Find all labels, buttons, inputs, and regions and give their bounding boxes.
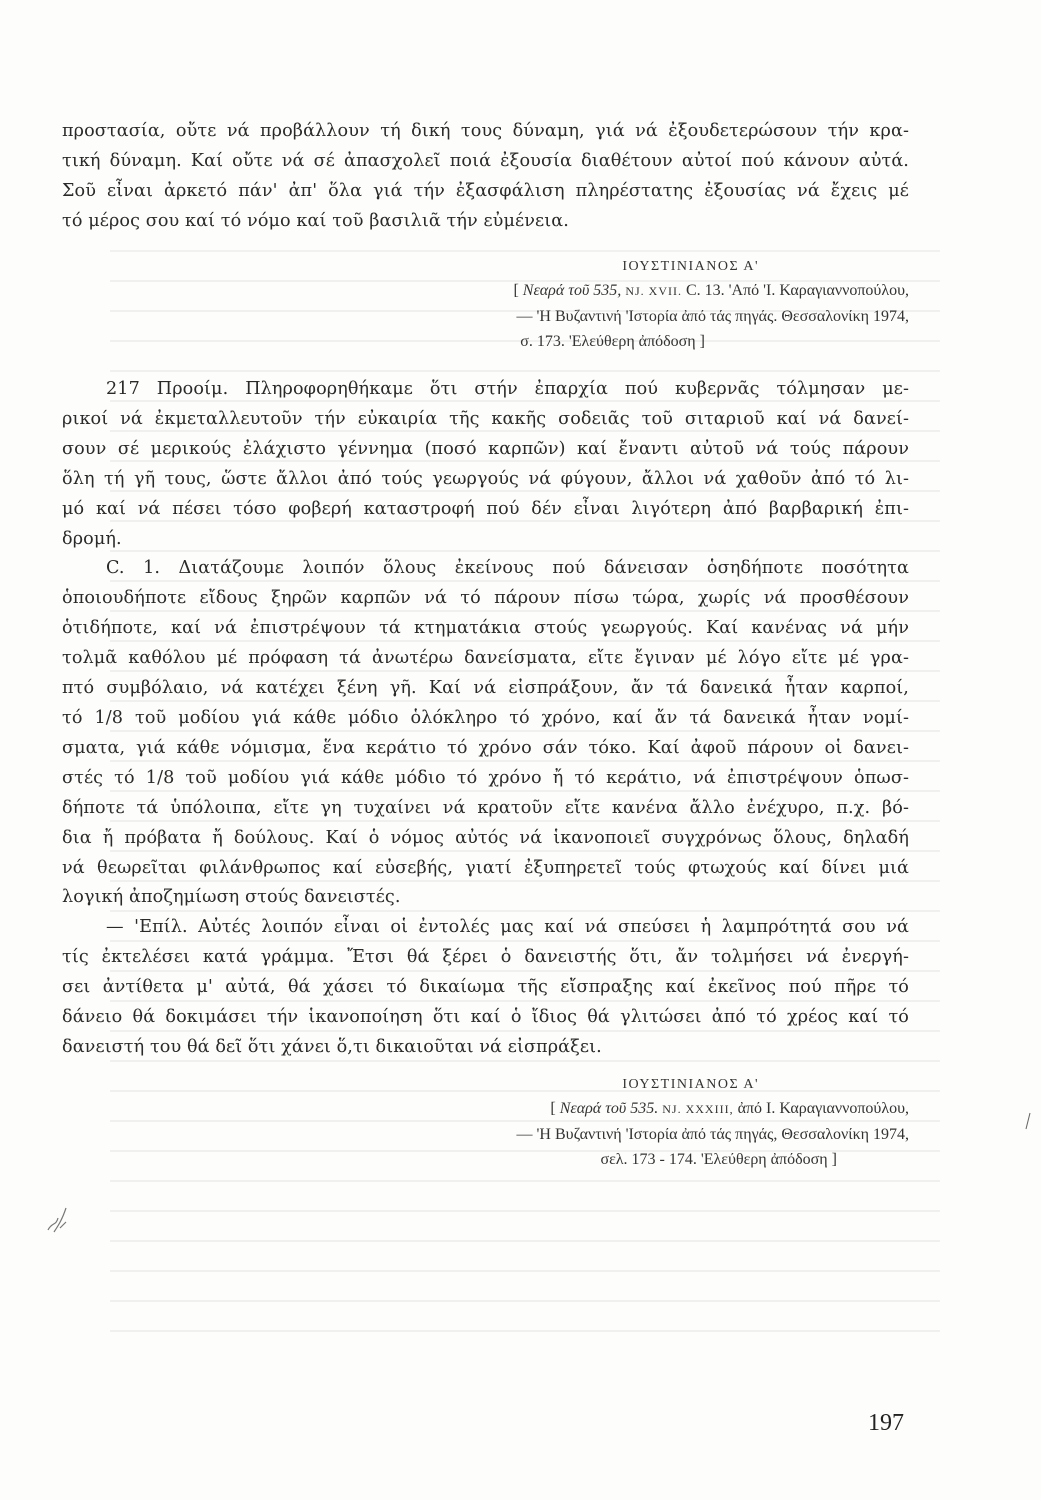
passage-1-line: τική δύναμη. Καί οὔτε νά σέ ἀπασχολεῖ ποιά ἐξουσία διαθέτουν αὐτοί πού κάνουν αὐτά. [62, 150, 909, 171]
citation-rest: C. 13. 'Από 'Ι. Καραγιαννοπούλου, [681, 282, 909, 299]
passage-2-line: δανειστή του θά δεῖ ὅτι χάνει ὅ,τι δικαιοῦται νά εἰσπράξει. [62, 1036, 602, 1057]
passage-2-line: λογική ἀποζημίωση στούς δανειστές. [62, 887, 401, 908]
passage-2-line: τολμᾶ καθόλου μέ πρόφαση τά ἀνωτέρω δανείσματα, εἴτε ἔγιναν μέ λόγο εἴτε μέ γρα- [62, 648, 909, 669]
citation-line-1 [62, 1096, 909, 1122]
page-number: 197 [868, 1410, 904, 1436]
passage-2-line: 217 Προοίμ. Πληροφορηθήκαμε ὅτι στήν ἐπαρχία πού κυβερνᾶς τόλμησαν με- [106, 379, 909, 399]
passage-2 [62, 375, 909, 1063]
passage-2-line: ὁποιουδήποτε εἴδους ξηρῶν καρπῶν νά τό πάρουν πίσω τώρα, χωρίς νά προσθέσουν [62, 588, 909, 609]
author-name: ΙΟΥΣΤΙΝΙΑΝΟΣ Α' [622, 259, 759, 274]
citation-line-3: σ. 173. 'Ελεύθερη ἀπόδοση ] [520, 333, 705, 350]
passage-2-line: δια ἤ πρόβατα ἤ δούλους. Καί ὁ νόμος αὐτός νά ἱκανοποιεῖ συγχρόνως ὅλους, δηλαδή [62, 827, 909, 848]
citation-open-bracket: [ [550, 1100, 560, 1117]
passage-2-line: C. 1. Διατάζουμε λοιπόν ὅλους ἐκείνους πού δάνεισαν ὁσηδήποτε ποσότητα [106, 558, 909, 579]
margin-tick-mark [1024, 1112, 1032, 1130]
citation-source: Νεαρά τοῦ 535. [559, 1100, 659, 1117]
passage-1-line: προστασία, οὔτε νά προβάλλουν τή δική τους δύναμη, γιά νά ἐξουδετερώσουν τήν κρα- [62, 121, 909, 141]
passage-2-line: δρομή. [62, 528, 122, 549]
passage-2-line: πτό συμβόλαιο, νά κατέχει ξένη γῆ. Καί νά εἰσπράξουν, ἄν τά δανεικά ἦταν καρποί, [62, 678, 909, 699]
passage-2-line: τό 1/8 τοῦ μοδίου γιά κάθε μόδιο ὁλόκληρο τό χρόνο, καί ἄν τά δανεικά ἦταν νομί- [62, 707, 909, 728]
citation-line-2: — 'Η Βυζαντινή 'Ιστορία ἀπό τάς πηγάς, Θεσσαλονίκη 1974, [516, 1126, 909, 1143]
passage-2-line: νά θεωρεῖται φιλάνθρωπος καί εὐσεβής, γιατί ἐξυπηρετεῖ τούς φτωχούς καί δίνει μιά [62, 857, 909, 878]
passage-2-line: — 'Επίλ. Αὐτές λοιπόν εἶναι οἱ ἐντολές μας καί νά σπεύσει ἡ λαμπρότητά σου νά [106, 917, 909, 938]
citation-block-1 [62, 256, 909, 354]
citation-reference: ΝJ. XXXIII, [662, 1102, 734, 1116]
passage-2-line: στές τό 1/8 τοῦ μοδίου γιά κάθε μόδιο τό χρόνο ἤ τό κεράτιο, νά ἐπιστρέψουν ὁπωσ- [62, 767, 909, 788]
author-name: ΙΟΥΣΤΙΝΙΑΝΟΣ Α' [622, 1077, 759, 1092]
passage-2-line: ρικοί νά ἐκμεταλλευτοῦν τήν εὐκαιρία τῆς κακῆς σοδειᾶς τοῦ σιταριοῦ καί νά δανεί- [62, 408, 909, 429]
citation-line-2: — 'Η Βυζαντινή 'Ιστορία ἀπό τάς πηγάς. Θεσσαλονίκη 1974, [516, 308, 909, 325]
passage-2-line: δάνειο θά δοκιμάσει τήν ἱκανοποίηση ὅτι καί ὁ ἴδιος θά γλιτώσει ἀπό τό χρέος καί τό [62, 1007, 909, 1028]
citation-reference: ΝJ. XVII. [625, 284, 682, 298]
passage-2-line: δήποτε τά ὑπόλοιπα, εἴτε γη τυχαίνει νά κρατοῦν εἴτε κανένα ἄλλο ἐνέχυρο, π.χ. βό- [62, 797, 909, 818]
passage-2-line: ὅλη τή γῆ τους, ὥστε ἄλλοι ἀπό τούς γεωργούς νά φύγουν, ἄλλοι νά χαθοῦν ἀπό τό λι- [62, 468, 909, 489]
passage-2-line: σουν σέ μερικούς ἐλάχιστο γέννημα (ποσό καρπῶν) καί ἔναντι αὐτοῦ νά τούς πάρουν [62, 438, 909, 459]
citation-block-2 [62, 1074, 909, 1172]
passage-2-line: τίς ἐκτελέσει κατά γράμμα. Ἔτσι θά ξέρει ὁ δανειστής ὅτι, ἄν τολμήσει νά ἐνεργή- [62, 947, 909, 968]
pencil-scribble-mark [44, 1200, 74, 1236]
passage-1 [62, 117, 909, 237]
passage-2-line: ὁτιδήποτε, καί νά ἐπιστρέψουν τά κτηματάκια στούς γεωργούς. Καί κανένας νά μήν [62, 618, 909, 639]
passage-1-line: Σοῦ εἶναι ἀρκετό πάν' ἀπ' ὅλα γιά τήν ἐξασφάλιση πληρέστατης ἐξουσίας νά ἔχεις μέ [62, 180, 909, 201]
citation-rest: ἀπό Ι. Καραγιαννοπούλου, [733, 1100, 909, 1117]
citation-open-bracket: [ [513, 282, 523, 299]
citation-line-3: σελ. 173 - 174. 'Ελεύθερη ἀπόδοση ] [600, 1151, 837, 1168]
passage-2-line: σματα, γιά κάθε νόμισμα, ἕνα κεράτιο τό χρόνο σάν τόκο. Καί ἀφοῦ πάρουν οἱ δανει- [62, 737, 909, 758]
passage-2-line: σει ἀντίθετα μ' αὐτά, θά χάσει τό δικαίωμα τῆς εἴσπραξης καί ἐκεῖνος πού πῆρε τό [62, 977, 909, 998]
passage-2-line: μό καί νά πέσει τόσο φοβερή καταστροφή πού δέν εἶναι λιγότερη ἀπό βαρβαρική ἐπι- [62, 498, 909, 519]
passage-1-line: τό μέρος σου καί τό νόμο καί τοῦ βασιλιᾶ τήν εὐμένεια. [62, 210, 569, 231]
citation-line-1 [62, 278, 909, 304]
citation-source: Νεαρά τοῦ 535, [522, 282, 622, 299]
